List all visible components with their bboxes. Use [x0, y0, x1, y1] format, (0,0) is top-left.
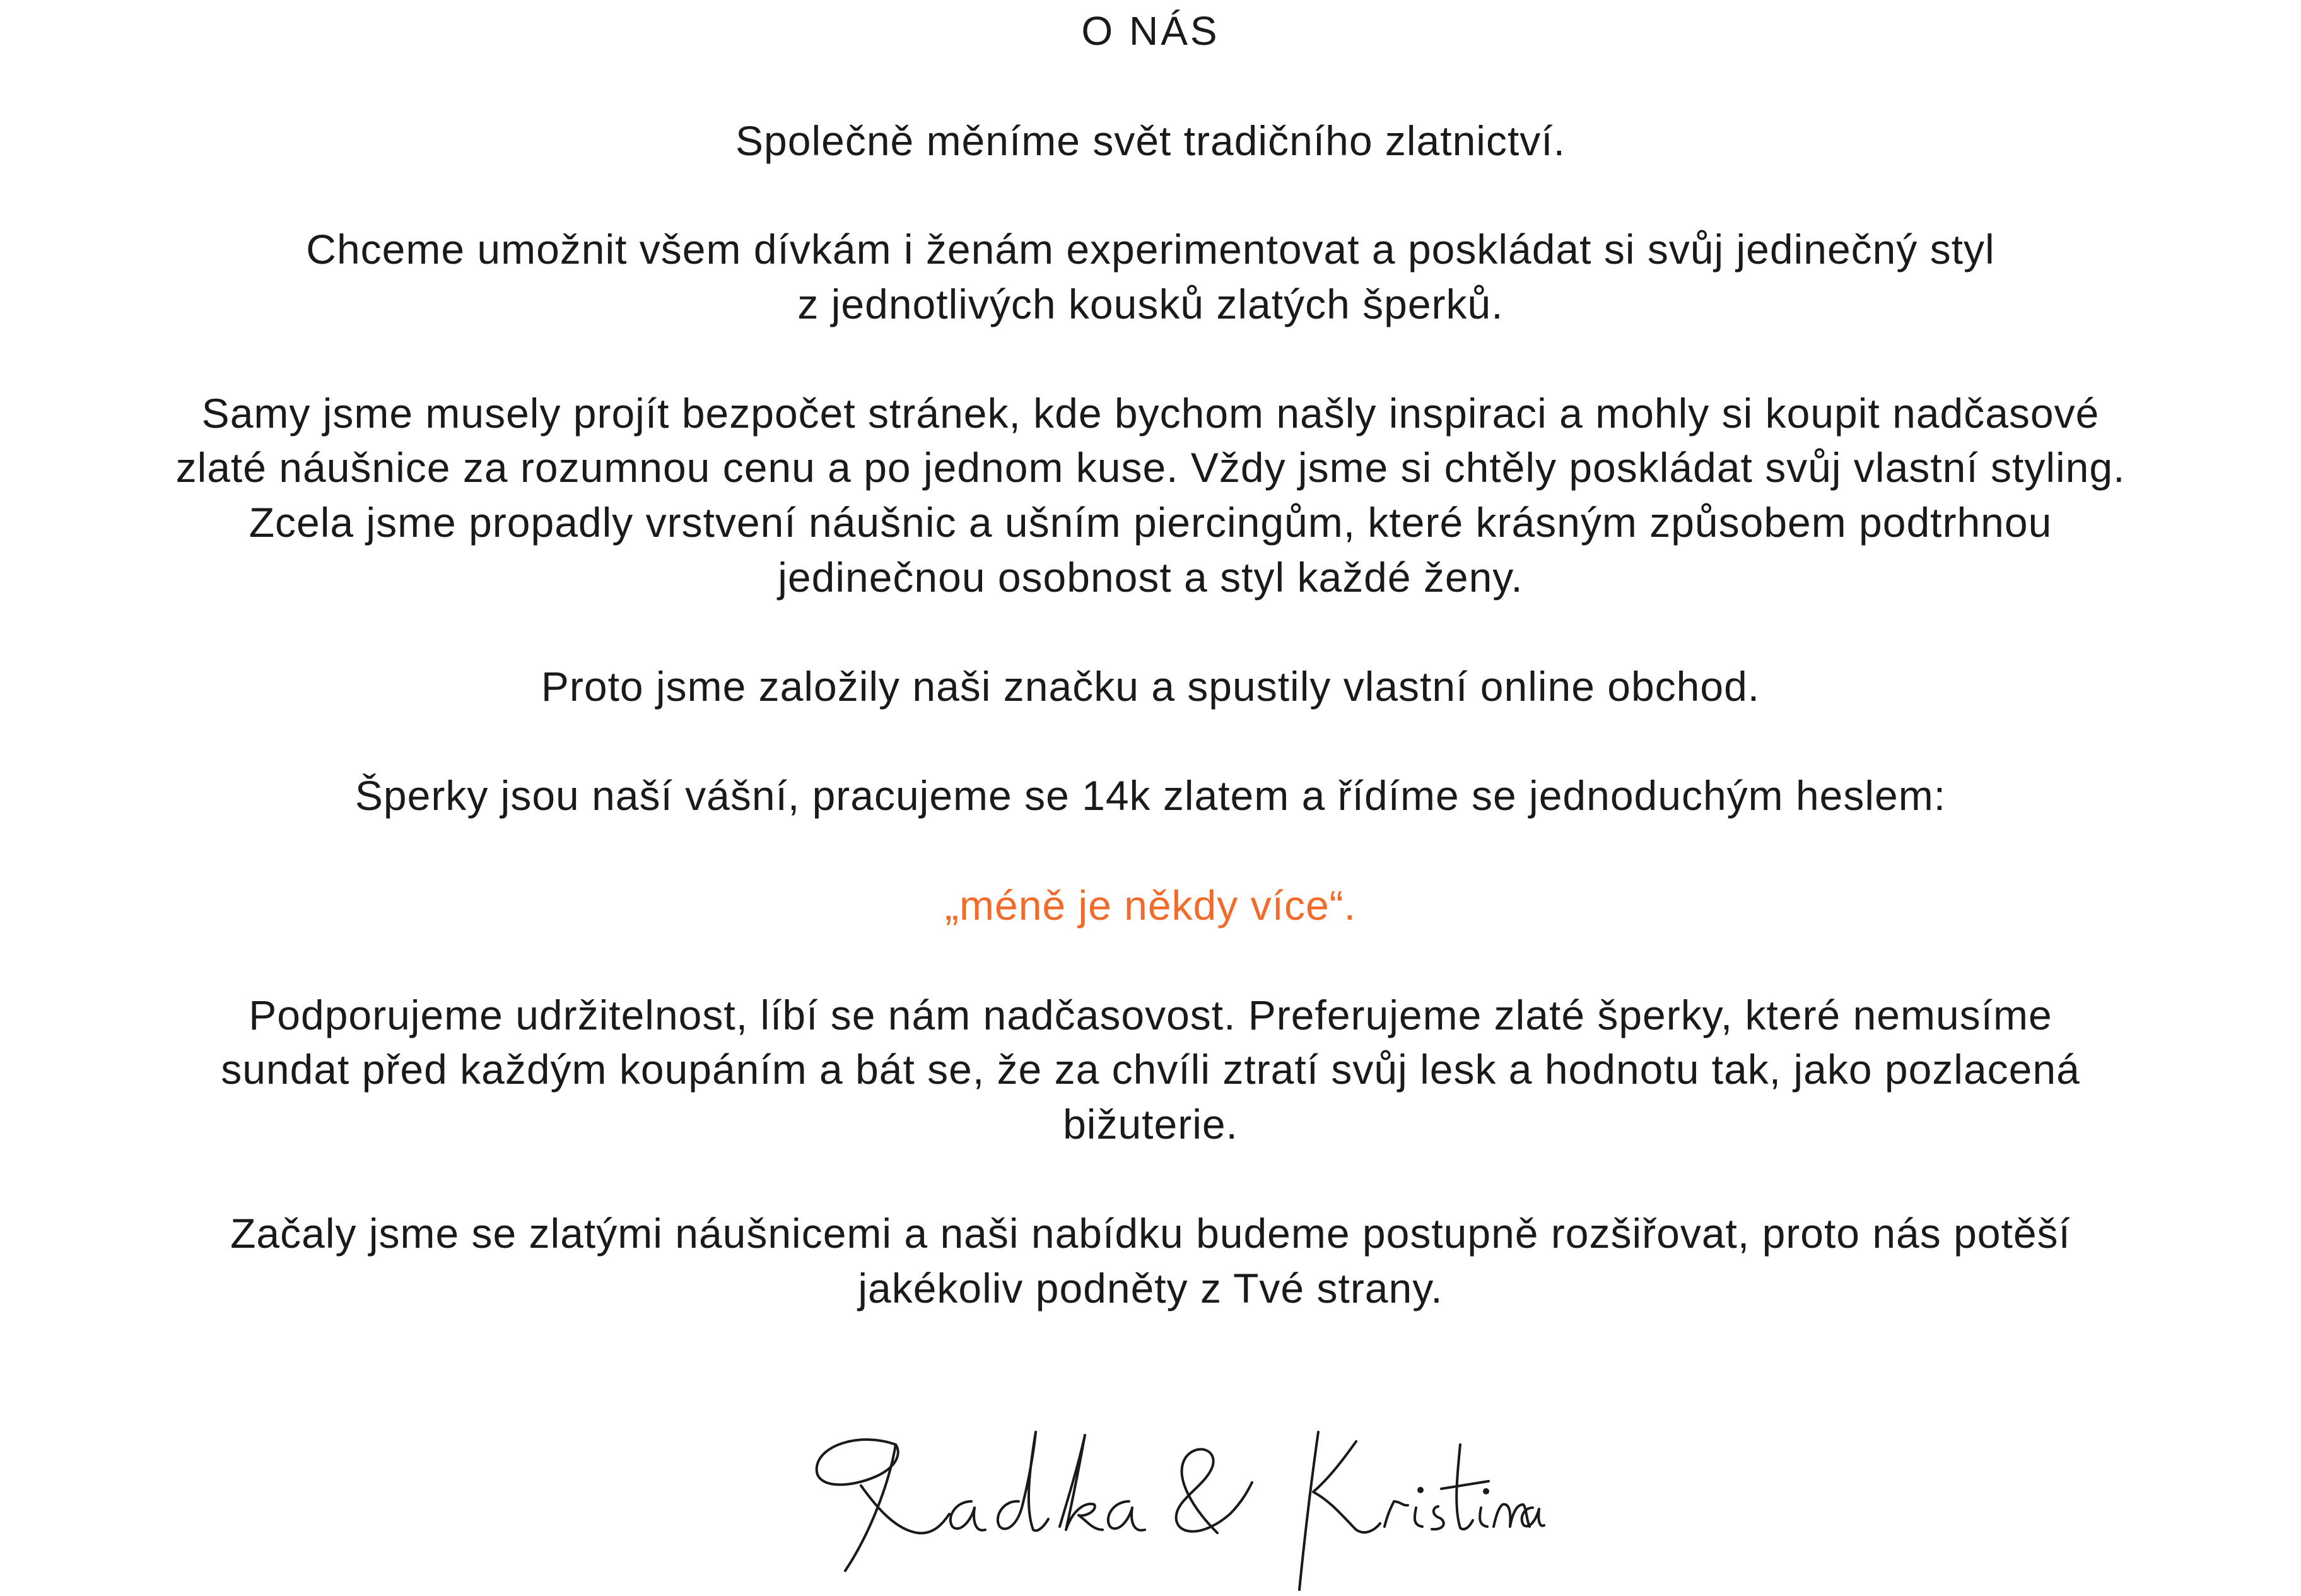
- paragraph-story-line-1: Samy jsme musely projít bezpočet stránek, kde bychom našly inspiraci a mohly si koupit nadčasové: [201, 390, 2100, 437]
- paragraph-closing-line-2: jakékoliv podněty z Tvé strany.: [858, 1265, 1443, 1311]
- paragraph-passion-line-1: Šperky jsou naší vášní, pracujeme se 14k zlatem a řídíme se jednoduchým heslem:: [354, 772, 1947, 819]
- paragraph-story-line-2: zlaté náušnice za rozumnou cenu a po jednom kuse. Vždy jsme si chtěly poskládat svůj vlastní styling.: [175, 444, 2126, 491]
- paragraph-story-line-3: Zcela jsme propadly vrstvení náušnic a ušním piercingům, které krásným způsobem podtrhnou: [249, 499, 2052, 546]
- motto-quote: „méně je někdy více“.: [945, 882, 1356, 929]
- paragraph-mission-line-1: Chceme umožnit všem dívkám i ženám experimentovat a poskládat si svůj jedinečný styl: [306, 226, 1995, 273]
- page-title: O NÁS: [1081, 8, 1220, 54]
- paragraph-values-line-3: bižuterie.: [1063, 1101, 1238, 1147]
- paragraph-values-line-1: Podporujeme udržitelnost, líbí se nám nadčasovost. Preferujeme zlaté šperky, které nemusíme: [249, 992, 2052, 1038]
- paragraph-closing-line-1: Začaly jsme se zlatými náušnicemi a naši nabídku budeme postupně rozšiřovat, proto nás potěší: [230, 1210, 2071, 1257]
- paragraph-values-line-2: sundat před každým koupáním a bát se, že za chvíli ztratí svůj lesk a hodnotu tak, jako pozlacená: [221, 1046, 2080, 1093]
- paragraph-intro-line-1: Společně měníme svět tradičního zlatnictví.: [735, 117, 1566, 164]
- paragraph-brand-line-1: Proto jsme založily naši značku a spustily vlastní online obchod.: [541, 663, 1760, 710]
- paragraph-mission-line-2: z jednotlivých kousků zlatých šperků.: [797, 281, 1504, 327]
- handwritten-signature: [801, 1407, 1545, 1596]
- paragraph-story-line-4: jedinečnou osobnost a styl každé ženy.: [778, 554, 1523, 601]
